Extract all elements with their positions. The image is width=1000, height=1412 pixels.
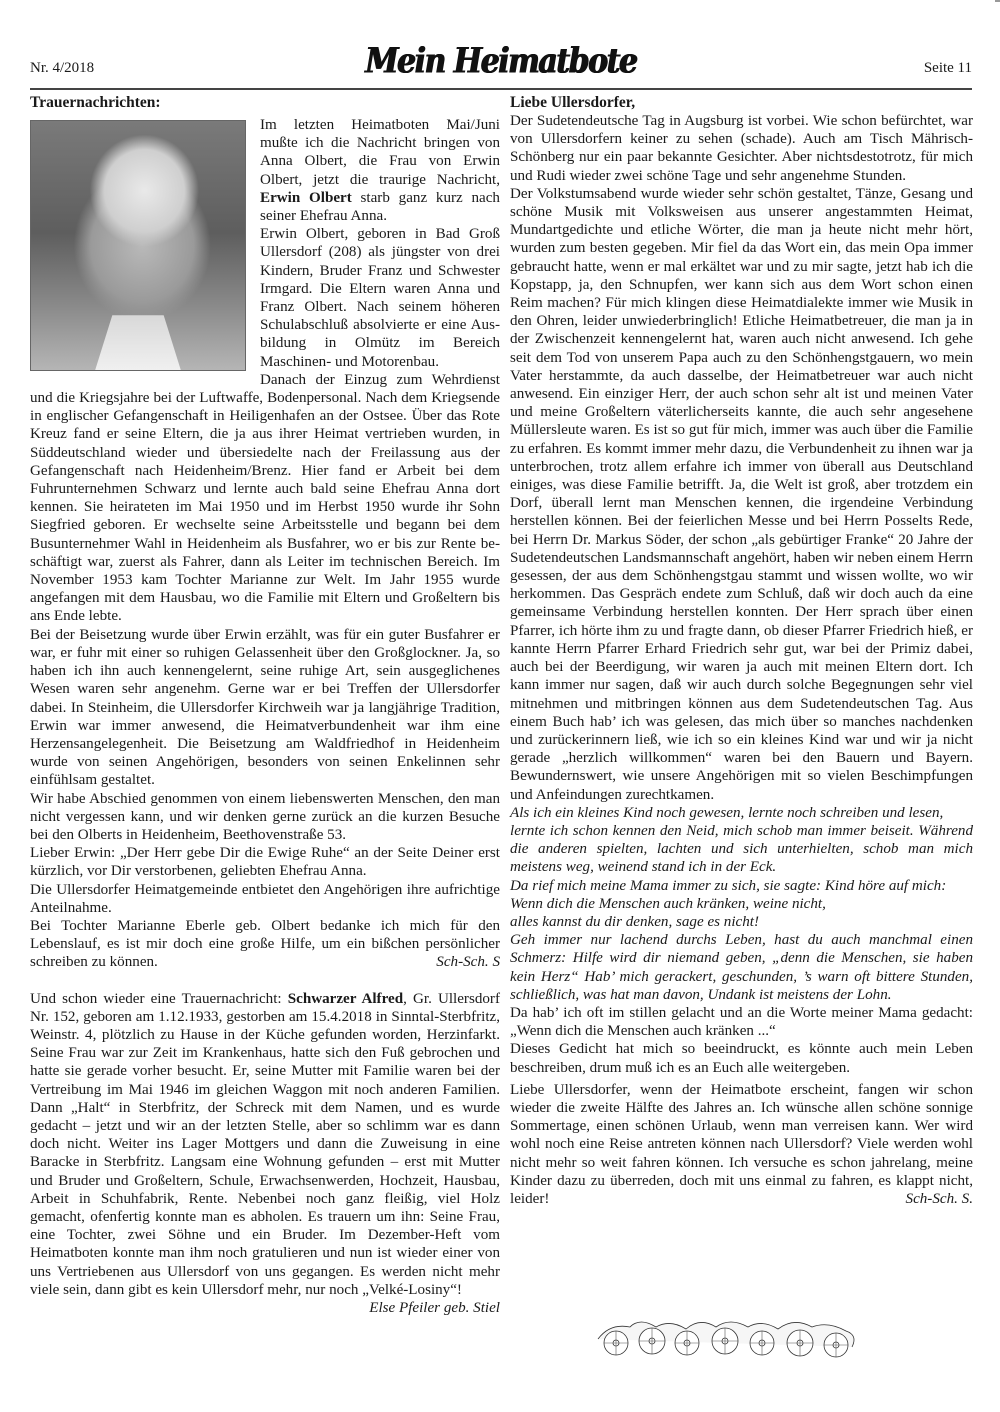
author-signature: Else Pfeiler geb. Stiel <box>369 1300 500 1316</box>
obituary-farewell: Wir habe Abschied genommen von einem liebenswerten Menschen, den man nicht vergessen kann, und wir denken gerne zurück an die kurzen Besuche bei den Olberts in Heidenheim, Beethovenstraße 53. <box>30 790 500 843</box>
masthead-title: Mein Heimatbote <box>365 41 637 82</box>
flower-garland-ornament <box>590 1313 862 1367</box>
issue-number: Nr. 4/2018 <box>30 60 95 76</box>
letter-paragraph: Da hab’ ich oft im stillen gelacht und an die Worte meiner Mama gedacht: „Wenn dich die Menschen auch kränken ...“ <box>510 1004 973 1040</box>
portrait-photo <box>30 120 246 371</box>
obituary-condolence: Die Ullersdorfer Heimatgemeinde entbietet den Angehörigen ihre aufrichtige Anteilnahme. <box>30 881 500 916</box>
letter-paragraph: Der Volkstumsabend wurde wieder sehr schön gestaltet, Tänze, Gesang und schöne Musik mit Volksweisen aus unserer angestammten Heimat, Mundartgedichte und etliche Wörter, die man ja heute nicht mehr hört, wurden zum besten gegeben. Mir fiel da das Wort ein, das mein Opa immer gebraucht hatte, wenn er mal erkältet war und zu mir sagte, jetzt hab ich die Kopstapp, ja, den Schnupfen, wer kann sich aus dem Wort schon einen Reim machen? Für mich klingen diese Heimatdialekte immer wie Musik in den Ohren, leider unwiederbringlich! Etliche Heimatbetreuer, die man ja in der Zwischenzeit kennengelernt hat, waren auch nicht anwesend. Ich gehe seit dem Tod von unserem Papa auch zu den Schönhengstgauern, wo mein Vater herstammte, da auch dasselbe, der Heimatbetreuer war auch nicht anwesend. Ein einziger Herr, der auch schon sehr alt ist und meinen Vater und meine Großeltern väterlicherseits kannte, die auch sehr angesehene Müllersleute waren. Es ist so gut für mich, immer was auch über die Familie zu erfahren. Es kommt immer mehr dazu, die Verbundenheit zu ihnen war ja unterbrochen, trotz allem erfahre ich immer von überall aus Deutschland einiges, was diese Familie betrifft. Ja, die Welt ist groß, aber trotzdem ein Dorf, überall lernt man Menschen kennen, die irgendeine Verbindung herstellen können. Bei der feierlichen Messe und bei Herrn Posselts Rede, bei Herrn Dr. Markus Söder, der schon „als gebürtiger Franke“ 20 Jahre der Sudetendeutschen Landsmannschaft angehört, haben wir neben einem Herrn gesessen, der aus dem Schönhengstgau stammt und wissen wollte, wo wir herkommen. Das Gespräch endete zum Schluß, daß wir doch auch da eine gemeinsame Verbindung herstellen konnten. Der Herr sprach über einen Pfarrer, ich hörte ihm zu und fragte dann, ob dieser Pfarrer Friedrich hieß, er kannte Herrn Pfarrer Erhard Friedrich sehr gut, war bei der Primiz dabei, auch bei der Beerdigung, wir waren ja auch mit meinen Eltern dort. Ich kann immer nur sagen, daß wir auch durch solche Begegnungen sehr viel mitnehmen und mitbringen können aus dem Sudetendeutschen Tag. Aus einem Buch hab’ ich was gelesen, das mich über so manches nachdenken und zurückerinnern ließ, wie ich so ein kleines Kind war und wir ja nicht gerade „herzlich willkommen“ waren bei den Bauern und Bayern. Bewundernswert, wie unsere Angehörigen mit so vielen Beschimpfungen und Anfeindungen zurechtkamen. <box>510 185 973 803</box>
poem-line: Als ich ein kleines Kind noch gewesen, lernte noch schreiben und lesen, <box>510 804 944 821</box>
obituary-schwarzer <box>30 990 500 1318</box>
deceased-name: Erwin Olbert <box>260 189 352 206</box>
letter-paragraph: Dieses Gedicht hat mich so beeindruckt, es könnte auch mein Leben beschreiben, drum muß ich es an Euch alle weitergeben. <box>510 1041 973 1076</box>
poem-line: Da rief mich meine Mama immer zu sich, sie sagte: Kind höre auf mich: Wenn dich die Menschen auch kränken, weine nicht, <box>510 877 947 912</box>
obituary-address: Lieber Erwin: „Der Herr gebe Dir die Ewige Ruhe“ an der Seite Deiner erst kürzlich, vor Dir verstorbenen, geliebten Ehefrau Anna. <box>30 845 500 880</box>
page-number: Seite 11 <box>923 60 972 76</box>
obituary-funeral: Bei der Beisetzung wurde über Erwin erzählt, was für ein guter Busfahrer er war, er fuhr mit einer so ruhigen Gelassenheit über den Großglockner. Ja, so haben ich ihn auch kennengelernt, seine ruhige Art, sein ausgeglichenes Wesen waren sehr angenehm. Gerne war er bei Treffen der Ullersdorfer dabei. In Steinheim, die Ullersdorfer Kirchweih war ja langjährige Tradition, Erwin war immer anwesend, die Heimatverbundenheit war ihm eine Herzensangelegenheit. Die Beisetzung am Waldfriedhof in Heidenheim wurde von seinen Angehörigen, besonders von seinen Enkelinnen sehr einfühlsam gestaltet. <box>30 626 500 789</box>
author-signature: Sch-Sch. S <box>436 954 500 971</box>
letter-paragraph: Der Sudetendeutsche Tag in Augsburg ist vorbei. Wie schon befürchtet, war von Ullersdorfern keiner zu sehen (schade). Auch am Tisch Mährisch-Schönberg nur ein paar bekannte Gesichter. Aber nichtsdestotrotz, für mich und Rudi wieder zwei schöne Tage und sehr angenehme Stunden. <box>510 113 973 184</box>
obituary-intro: Im letzten Heimatboten Mai/Juni mußte ich die Nachricht bringen von Anna Olbert, die Frau von Erwin Olbert, jetzt die traurige Nachricht, Erwin Olbert starb ganz kurz nach seiner Ehefrau Anna. <box>260 117 500 225</box>
poem-line: lernte ich schon kennen den Neid, mich schob man immer beiseit. Während die anderen spielten, lachten und sich unterhielten, schob man mich meistens weg, weinend stand ich in der Eck. <box>510 822 973 876</box>
letter-salutation: Liebe Ullersdorfer, <box>510 94 636 111</box>
letter-closing: Liebe Ullersdorfer, wenn der Heimatbote erscheint, fangen wir schon wieder die zweite Hälfte des Jahres an. Ich wünsche allen schöne sonnige Sommertage, einen schönen Urlaub, wenn man verreisen kann. Wer wird wohl noch eine Reise antreten können nach Ullersdorf? Viele werden wohl nicht mehr so weit fahren können. Ich versuche es schon jahrelang, meine Kinder dazu zu überreden, doch mit uns einmal zu fahren, es klappt nicht, leider! Sch-Sch. S. <box>510 1081 973 1207</box>
header-rule <box>30 88 972 90</box>
author-signature: Sch-Sch. S. <box>905 1190 973 1207</box>
page-header <box>30 41 972 84</box>
obituary-body: Und schon wieder eine Trauernachricht: Schwarzer Alfred, Gr. Ullersdorf Nr. 152, geboren am 1.12.1933, gestorben am 15.4.2018 in Sinntal-Sterbfritz, Weinstr. 4, plötzlich zu Hause in der Küche gefunden worden, Herzinfarkt. Seine Frau war zur Zeit im Krankenhaus, hatte sich den Fuß gebrochen und hatte sie gerade vorher besucht. Er, seine Mutter mit Familie waren bei der Vertreibung im Mai 1946 im gleichen Waggon mit noch anderen Familien. Dann „Halt“ in Sterbfritz, der Schreck mit dem Namen, und es wurde gedacht – jetzt und wir an der letzten Stelle, aber so schlimm war es dann doch nicht. Weiter ins Lager Mottgers und dann die Zuweisung in eine Baracke in Sterbfritz. Langsam eine Wohnung gefunden – erst mit Mutter und Bruder und Großeltern, Schule, Erwachsenwerden, Hochzeit, Hausbau, Arbeit in Schuhfabrik, Rente. Nebenbei noch ganz fleißig, viel Holz gemacht, ofenfertig konnte man es abholen. Es trauern um ihn: Seine Frau, eine Tochter, zwei Söhne und ein Bruder. Im Dezember-Heft vom Heimatboten konnte man ihm noch gratulieren und nun ist wieder einer von uns Vertriebenen aus Ullersdorf von uns gegangen. Es werden nicht mehr viele sein, dann gibt es kein Ullersdorf mehr, nur noch „Velké-Losiny“! <box>30 990 500 1298</box>
poem <box>510 804 973 1004</box>
right-column <box>510 94 973 1208</box>
deceased-name: Schwarzer Alfred <box>287 990 404 1007</box>
obituary-career: Danach der Einzug zum Wehrdienst und die Kriegsjahre bei der Luftwaffe, Bodenpersonal. Nach dem Kriegsende in englischer Gefangenschaft in Heiligenhafen an der Ostsee. Über das Rote Kreuz fand er seine Eltern, die ja aus ihrer Heimat vertrieben wurden, in Süddeutschland wieder und übersiedelte nach der Freilassung aus der Gefangenschaft nach Heidenheim/Brenz. Hier fand er Arbeit bei dem Fuhrunternehmen Schwarz und lernte auch bald seine Ehefrau Anna dort kennen. Sie heirateten im Mai 1950 und im Herbst 1950 wurde ihr Sohn Siegfried geboren. Er wechselte seine Arbeitsstelle und begann bei dem Busunternehmer Wahl in Heidenheim als Busfahrer, wo er bis zur Rente beschäftigt war, zuerst als Fahrer, dann als Leiter im technischen Bereich. Im November 1953 kam Tochter Marianne zur Welt. Im Jahr 1955 wurde angefangen mit dem Hausbau, wo die Familie mit Eltern und Großeltern bis ans Ende lebte. <box>30 371 500 625</box>
obituary-thanks: Bei Tochter Marianne Eberle geb. Olbert bedanke ich mich für den Lebenslauf, es ist mir doch eine große Hilfe, um ein bißchen persönlicher schreiben zu können. Sch-Sch. S <box>30 917 500 971</box>
poem-line: Geh immer nur lachend durchs Leben, hast du auch manchmal einen Schmerz: Hilfe wird dir niemand geben, „denn die Menschen, sie haben kein Herz“ Hab’ mich gerackert, geschunden, ’s warn oft bittere Stunden, schließlich, was hat man davon, Undank ist meistens der Lohn. <box>510 932 973 1003</box>
poem-line: alles kannst du dir denken, sage es nicht! <box>510 913 759 930</box>
section-heading: Trauernachrichten: <box>30 94 161 111</box>
scan-corner-mark <box>995 0 1000 2</box>
left-column <box>30 94 500 1317</box>
obituary-bio: Erwin Olbert, geboren in Bad Groß Ullersdorf (208) als jüngster von drei Kindern, Bruder Franz und Schwester Irmgard. Die Eltern waren Anna und Franz Olbert. Nach seinem höheren Schulabschluß absolvierte er eine Ausbildung in Olmütz im Bereich Maschinen- und Motorenbau. <box>260 226 500 370</box>
